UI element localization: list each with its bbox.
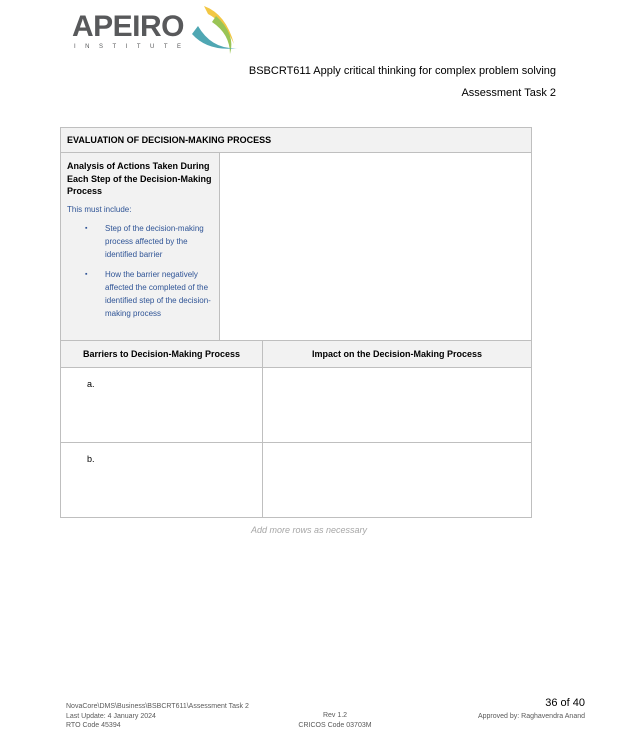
footer-center	[260, 711, 410, 730]
unit-title: BSBCRT611 Apply critical thinking for complex problem solving	[248, 65, 556, 77]
logo-subtitle: INSTITUTE	[74, 44, 191, 50]
impact-cell-b[interactable]	[263, 443, 531, 518]
barrier-cell-a[interactable]: a.	[61, 368, 263, 443]
table-title: EVALUATION OF DECISION-MAKING PROCESS	[61, 128, 531, 153]
barrier-cell-b[interactable]: b.	[61, 443, 263, 518]
footer-rev: Rev 1.2	[322, 712, 348, 719]
assessment-task: Assessment Task 2	[461, 87, 556, 99]
impact-cell-a[interactable]	[263, 368, 531, 443]
footer-path: NovaCore\DMS\Business\BSBCRT611\Assessment Task 2	[66, 703, 249, 710]
analysis-instructions	[61, 153, 220, 341]
impact-header: Impact on the Decision-Making Process	[263, 341, 531, 368]
bullet-item: ▪ Step of the decision-making process affected by the identified barrier	[67, 222, 213, 261]
must-include-label: This must include:	[67, 204, 132, 214]
logo: APEIRO	[72, 10, 185, 43]
footer-rto: RTO Code 45394	[66, 722, 121, 729]
add-rows-caption: Add more rows as necessary	[250, 525, 368, 535]
footer-approved: Approved by: Raghavendra Anand	[477, 713, 585, 720]
footer-update: Last Update: 4 January 2024	[66, 712, 156, 720]
footer-left	[66, 702, 249, 731]
evaluation-table	[60, 127, 532, 518]
page-number: 36 of 40	[545, 697, 585, 709]
barriers-header: Barriers to Decision-Making Process	[61, 341, 263, 368]
bullet-item: ▪ How the barrier negatively affected the completed of the identified step of the decision-making process	[67, 268, 213, 320]
logo-swoosh-icon	[190, 4, 240, 56]
footer-cricos: CRICOS Code 03703M	[298, 721, 372, 729]
analysis-heading: Analysis of Actions Taken During Each Step of the Decision-Making Process	[67, 161, 212, 196]
analysis-answer-field[interactable]	[220, 153, 531, 341]
